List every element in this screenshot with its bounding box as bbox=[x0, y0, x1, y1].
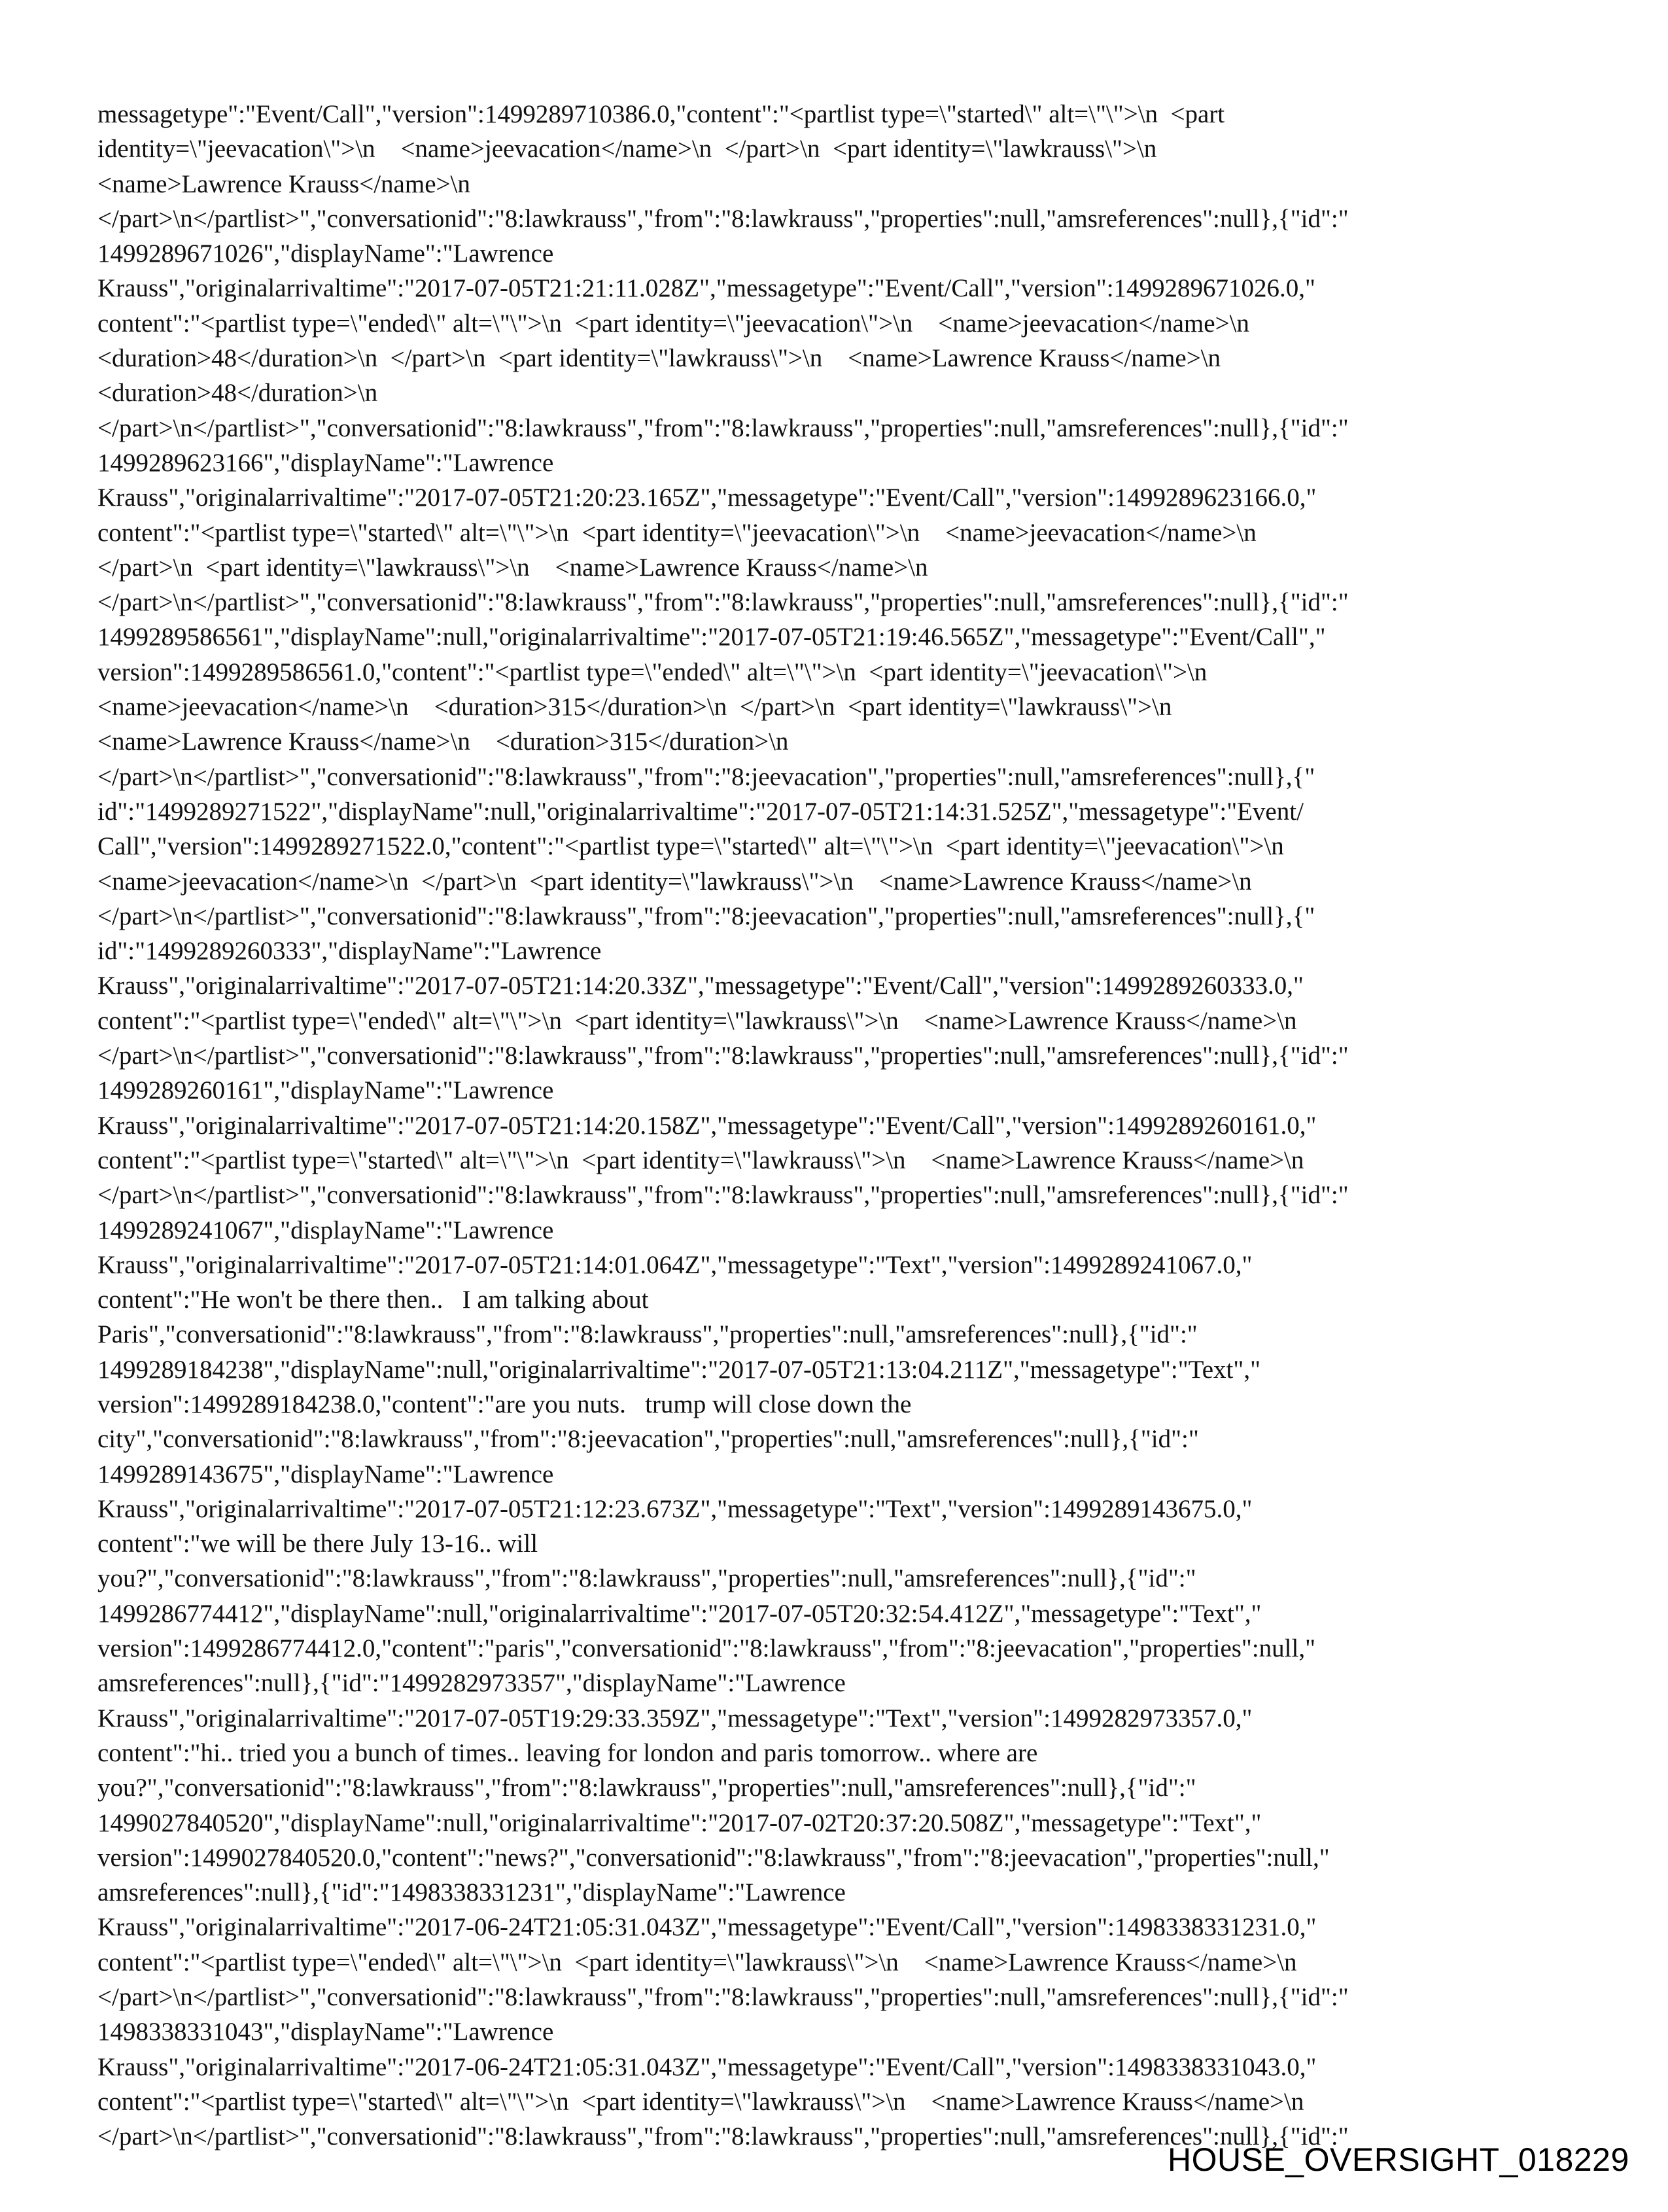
text-line: content":"we will be there July 13-16.. will bbox=[97, 1530, 538, 1558]
text-line: <duration>48</duration>\n </part>\n <part identity=\"lawkrauss\">\n <name>Lawrence Krauss</name>\n bbox=[97, 344, 1221, 373]
text-line: <duration>48</duration>\n bbox=[97, 379, 378, 408]
text-line: </part>\n</partlist>","conversationid":"8:lawkrauss","from":"8:jeevacation","properties":null,"amsreferences":null},{" bbox=[97, 762, 1315, 791]
text-line: <name>jeevacation</name>\n </part>\n <part identity=\"lawkrauss\">\n <name>Lawrence Krauss</name>\n bbox=[97, 867, 1252, 896]
text-line: </part>\n</partlist>","conversationid":"8:lawkrauss","from":"8:lawkrauss","properties":null,"amsreferences":null},{"id":" bbox=[97, 2122, 1349, 2151]
text-line: </part>\n</partlist>","conversationid":"8:lawkrauss","from":"8:lawkrauss","properties":null,"amsreferences":null},{"id":" bbox=[97, 588, 1349, 617]
text-line: content":"<partlist type=\"ended\" alt=\"\">\n <part identity=\"lawkrauss\">\n <name>Lawrence Krauss</name>\n bbox=[97, 1006, 1297, 1035]
text-line: <name>jeevacation</name>\n <duration>315</duration>\n </part>\n <part identity=\"lawkrauss\">\n bbox=[97, 693, 1172, 722]
bates-number: HOUSE_OVERSIGHT_018229 bbox=[1168, 2141, 1629, 2178]
text-line: 1499286774412","displayName":null,"originalarrivaltime":"2017-07-05T20:32:54.412Z","messagetype":"Text"," bbox=[97, 1599, 1262, 1628]
text-line: Krauss","originalarrivaltime":"2017-07-05T21:14:20.33Z","messagetype":"Event/Call","version":1499289260333.0," bbox=[97, 972, 1304, 1000]
text-line: messagetype":"Event/Call","version":1499289710386.0,"content":"<partlist type=\"started\" alt=\"\">\n <part bbox=[97, 100, 1225, 128]
text-line: </part>\n</partlist>","conversationid":"8:lawkrauss","from":"8:lawkrauss","properties":null,"amsreferences":null},{"id":" bbox=[97, 1983, 1349, 2012]
document-body bbox=[97, 97, 1589, 2152]
text-line: content":"<partlist type=\"started\" alt=\"\">\n <part identity=\"jeevacation\">\n <name>jeevacation</name>\n bbox=[97, 518, 1257, 547]
text-line: amsreferences":null},{"id":"1499282973357","displayName":"Lawrence bbox=[97, 1669, 846, 1698]
text-line: content":"<partlist type=\"started\" alt=\"\">\n <part identity=\"lawkrauss\">\n <name>Lawrence Krauss</name>\n bbox=[97, 1146, 1304, 1174]
text-line: content":"<partlist type=\"ended\" alt=\"\">\n <part identity=\"jeevacation\">\n <name>jeevacation</name>\n bbox=[97, 309, 1249, 338]
text-line: version":1499286774412.0,"content":"paris","conversationid":"8:lawkrauss","from":"8:jeevacation","properties":null," bbox=[97, 1634, 1316, 1663]
text-line: Krauss","originalarrivaltime":"2017-07-05T21:20:23.165Z","messagetype":"Event/Call","version":1499289623166.0," bbox=[97, 483, 1317, 512]
text-line: you?","conversationid":"8:lawkrauss","from":"8:lawkrauss","properties":null,"amsreferences":null},{"id":" bbox=[97, 1564, 1196, 1593]
text-line: </part>\n</partlist>","conversationid":"8:lawkrauss","from":"8:lawkrauss","properties":null,"amsreferences":null},{"id":" bbox=[97, 1181, 1349, 1210]
text-line: Krauss","originalarrivaltime":"2017-07-05T21:14:20.158Z","messagetype":"Event/Call","version":1499289260161.0," bbox=[97, 1111, 1317, 1140]
text-line: version":1499289586561.0,"content":"<partlist type=\"ended\" alt=\"\">\n <part identity=\"jeevacation\">\n bbox=[97, 658, 1208, 686]
text-line: Krauss","originalarrivaltime":"2017-07-05T21:12:23.673Z","messagetype":"Text","version":1499289143675.0," bbox=[97, 1494, 1253, 1523]
text-line: content":"He won't be there then.. I am talking about bbox=[97, 1286, 649, 1314]
text-line: </part>\n</partlist>","conversationid":"8:lawkrauss","from":"8:lawkrauss","properties":null,"amsreferences":null},{"id":" bbox=[97, 413, 1349, 442]
text-line: version":1499289184238.0,"content":"are you nuts. trump will close down the bbox=[97, 1390, 912, 1418]
text-line: Paris","conversationid":"8:lawkrauss","from":"8:lawkrauss","properties":null,"amsreferences":null},{"id":" bbox=[97, 1320, 1198, 1349]
text-line: </part>\n</partlist>","conversationid":"8:lawkrauss","from":"8:lawkrauss","properties":null,"amsreferences":null},{"id":" bbox=[97, 204, 1349, 233]
text-line: id":"1499289260333","displayName":"Lawrence bbox=[97, 937, 602, 966]
text-line: Krauss","originalarrivaltime":"2017-06-24T21:05:31.043Z","messagetype":"Event/Call","version":1498338331231.0," bbox=[97, 1913, 1317, 1942]
text-line: </part>\n</partlist>","conversationid":"8:lawkrauss","from":"8:lawkrauss","properties":null,"amsreferences":null},{"id":" bbox=[97, 1042, 1349, 1070]
text-line: 1498338331043","displayName":"Lawrence bbox=[97, 2018, 554, 2046]
text-line: 1499289671026","displayName":"Lawrence bbox=[97, 239, 554, 268]
text-line: Krauss","originalarrivaltime":"2017-07-05T21:21:11.028Z","messagetype":"Event/Call","version":1499289671026.0," bbox=[97, 274, 1315, 303]
text-line: <name>Lawrence Krauss</name>\n bbox=[97, 169, 470, 198]
text-line: identity=\"jeevacation\">\n <name>jeevacation</name>\n </part>\n <part identity=\"lawkrauss\">\n bbox=[97, 135, 1157, 164]
text-line: 1499289623166","displayName":"Lawrence bbox=[97, 448, 554, 477]
text-line: content":"hi.. tried you a bunch of times.. leaving for london and paris tomorrow.. where are bbox=[97, 1738, 1038, 1767]
text-line: <name>Lawrence Krauss</name>\n <duration>315</duration>\n bbox=[97, 728, 789, 756]
text-line: Krauss","originalarrivaltime":"2017-06-24T21:05:31.043Z","messagetype":"Event/Call","version":1498338331043.0," bbox=[97, 2052, 1317, 2081]
text-line: amsreferences":null},{"id":"1498338331231","displayName":"Lawrence bbox=[97, 1878, 846, 1907]
text-line: </part>\n <part identity=\"lawkrauss\">\n <name>Lawrence Krauss</name>\n bbox=[97, 553, 928, 582]
text-line: Call","version":1499289271522.0,"content":"<partlist type=\"started\" alt=\"\">\n <part identity=\"jeevacation\">\n bbox=[97, 832, 1284, 861]
text-line: content":"<partlist type=\"ended\" alt=\"\">\n <part identity=\"lawkrauss\">\n <name>Lawrence Krauss</name>\n bbox=[97, 1948, 1297, 1976]
text-line: Krauss","originalarrivaltime":"2017-07-05T21:14:01.064Z","messagetype":"Text","version":1499289241067.0," bbox=[97, 1250, 1253, 1279]
text-line: you?","conversationid":"8:lawkrauss","from":"8:lawkrauss","properties":null,"amsreferences":null},{"id":" bbox=[97, 1774, 1196, 1802]
text-line: </part>\n</partlist>","conversationid":"8:lawkrauss","from":"8:jeevacation","properties":null,"amsreferences":null},{" bbox=[97, 902, 1315, 930]
text-line: 1499027840520","displayName":null,"originalarrivaltime":"2017-07-02T20:37:20.508Z","messagetype":"Text"," bbox=[97, 1808, 1262, 1837]
text-line: 1499289586561","displayName":null,"originalarrivaltime":"2017-07-05T21:19:46.565Z","messagetype":"Event/Call"," bbox=[97, 623, 1326, 652]
text-line: id":"1499289271522","displayName":null,"originalarrivaltime":"2017-07-05T21:14:31.525Z","messagetype":"Event/ bbox=[97, 797, 1304, 826]
text-line: 1499289260161","displayName":"Lawrence bbox=[97, 1076, 554, 1105]
text-line: 1499289241067","displayName":"Lawrence bbox=[97, 1216, 554, 1244]
text-line: 1499289184238","displayName":null,"originalarrivaltime":"2017-07-05T21:13:04.211Z","messagetype":"Text"," bbox=[97, 1355, 1260, 1384]
text-line: Krauss","originalarrivaltime":"2017-07-05T19:29:33.359Z","messagetype":"Text","version":1499282973357.0," bbox=[97, 1704, 1253, 1732]
text-line: content":"<partlist type=\"started\" alt=\"\">\n <part identity=\"lawkrauss\">\n <name>Lawrence Krauss</name>\n bbox=[97, 2087, 1304, 2116]
text-line: 1499289143675","displayName":"Lawrence bbox=[97, 1460, 554, 1488]
text-line: city","conversationid":"8:lawkrauss","from":"8:jeevacation","properties":null,"amsreferences":null},{"id":" bbox=[97, 1425, 1199, 1454]
text-line: version":1499027840520.0,"content":"news?","conversationid":"8:lawkrauss","from":"8:jeevacation","properties":null," bbox=[97, 1843, 1330, 1872]
